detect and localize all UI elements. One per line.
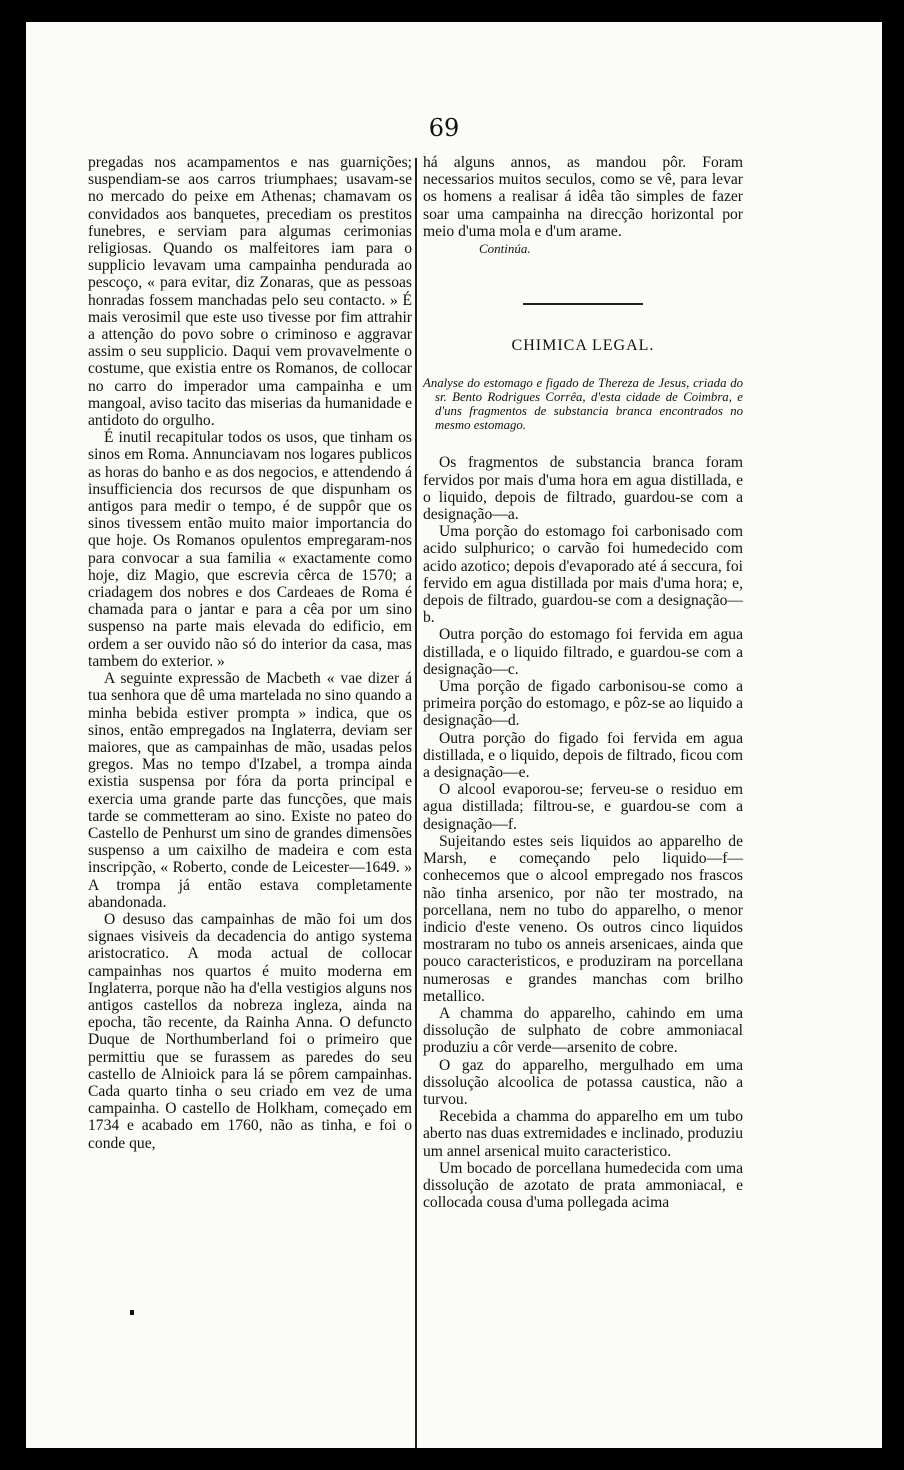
left-paragraph-4: O desuso das campainhas de mão foi um dos signaes visiveis da decadencia do antigo systema aristocratico. A moda actual de collocar campainhas nos quartos é muito moderna em Inglaterra, porque não ha d'ella vestigios alguns nos antigos castellos da nobreza ingleza, ainda na epocha, tão recente, da Rainha Anna. O defuncto Duque de Northumberland foi o primeiro que permittiu que se furassem as paredes do seu castello de Alnioick para lá se pôrem campainhas. Cada quarto tinha o seu criado em vez de uma campainha. O castello de Holkham, começado em 1734 e acabado em 1760, não as tinha, e foi o conde que, xyxy=(88,910,412,1152)
analysis-paragraph: Um bocado de porcellana humedecida com uma dissolução de azotato de prata ammoniacal, e collocada cousa d'uma pollegada acima xyxy=(423,1159,743,1212)
analysis-paragraph: Uma porção do estomago foi carbonisado com acido sulphurico; o carvão foi humedecido com acido azotico; depois d'evaporado até á seccura, foi fervido em agua distillada por mais d'uma hora; e, depois de filtrado, guardou-se com a designação—b. xyxy=(423,523,743,627)
analysis-paragraph: Os fragmentos de substancia branca foram fervidos por mais d'uma hora em agua distillada, e o liquido, depois de filtrado, guardou-se com a designação—a. xyxy=(423,454,743,524)
left-paragraph-3: A seguinte expressão de Macbeth « vae dizer á tua senhora que dê uma martelada no sino quando a minha bebida estiver prompta » indica, que os sinos, então empregados na Inglaterra, deviam ser maiores, que as campainhas de mão, usadas pelos gregos. Mas no tempo d'Izabel, a trompa ainda existia suspensa por fóra da porta principal e exercia uma grande parte das funcções, que mais tarde se commetteram ao sino. Existe no pateo do Castello de Penhurst um sino de grandes dimensões suspenso a um caixilho de madeira e com esta inscripção, « Roberto, conde de Leicester—1649. » A trompa já então estava completamente abandonada. xyxy=(88,670,412,911)
section-subtitle: Analyse do estomago e figado de Thereza de Jesus, criada do sr. Bento Rodrigues Corrêa, d'esta cidade de Coimbra, e d'uns fragmentos de substancia branca encontrados no mesmo estomago. xyxy=(423,376,743,433)
page-sheet xyxy=(26,22,882,1448)
analysis-paragraph: A chamma do apparelho, cahindo em uma dissolução de sulphato de cobre ammoniacal produziu a côr verde—arsenito de cobre. xyxy=(423,1004,743,1057)
analysis-paragraph: Recebida a chamma do apparelho em um tubo aberto nas duas extremidades e inclinado, produziu um annel arsenical muito caracteristico. xyxy=(423,1108,743,1160)
left-column xyxy=(88,154,412,1152)
column-divider xyxy=(415,158,417,1448)
left-paragraph-1: pregadas nos acampamentos e nas guarnições; suspendiam-se aos carros triumphaes; usavam-se no mercado do peixe em Athenas; chamavam os convidados aos banquetes, precediam os prestitos funebres, e serviam para algumas cerimonias religiosas. Quando os malfeitores iam para o supplicio levavam uma campainha pendurada ao pescoço, « para evitar, diz Zonaras, que as pessoas honradas fossem manchadas pelo seu contacto. » É mais verosimil que este uso tivesse por fim attrahir a attenção do povo sobre o criminoso e aggravar assim o seu supplicio. Daqui vem provavelmente o costume, que existia entre os Romanos, de collocar no carro do imperador uma campainha e um mangoal, aviso tacito das miserias da humanidade e antidoto do orgulho. xyxy=(88,154,412,430)
page-number: 69 xyxy=(428,114,460,142)
stray-ink-mark xyxy=(130,1310,134,1315)
section-title: CHIMICA LEGAL. xyxy=(511,337,655,355)
analysis-paragraph: Uma porção de figado carbonisou-se como a primeira porção do estomago, e pôz-se ao liquido a designação—d. xyxy=(423,678,743,730)
right-opening-paragraph: há alguns annos, as mandou pôr. Foram necessarios muitos seculos, como se vê, para levar os homens a realisar á idêa tão simples de fazer soar uma campainha na direcção horizontal por meio d'uma mola e d'um arame. xyxy=(423,154,743,240)
right-column xyxy=(423,154,743,1211)
section-divider xyxy=(523,303,643,305)
analysis-paragraph: Sujeitando estes seis liquidos ao apparelho de Marsh, e começando pelo liquido—f—conhecemos que o alcool empregado nos frascos não tinha arsenico, por não ter mostrado, na porcellana, nem no tubo do apparelho, o menor indicio d'este veneno. Os outros cinco liquidos mostraram no tubo os anneis arsenicaes, ainda que pouco caracteristicos, e produziram na porcellana numerosas e grandes manchas com brilho metallico. xyxy=(423,832,743,1005)
analysis-paragraph: Outra porção do figado foi fervida em agua distillada, e o liquido, depois de filtrado, ficou com a designação—e. xyxy=(423,729,743,782)
left-paragraph-2: É inutil recapitular todos os usos, que tinham os sinos em Roma. Annunciavam nos logares publicos as horas do banho e as dos negocios, e attendendo á insufficiencia dos recursos de que dispunham os antigos para medir o tempo, é de suppôr que os sinos tivessem então muito maior importancia do que hoje. Os Romanos opulentos empregaram-nos para convocar a sua familia « exactamente como hoje, diz Magio, que escrevia cêrca de 1570; a criadagem dos nobres e dos Cardeaes de Roma é chamada para o jantar e para a cêa por um sino suspenso na parte mais elevada do edificio, em ordem a ser ouvido não só do interior da casa, mas tambem do exterior. » xyxy=(88,429,412,670)
analysis-paragraph: O gaz do apparelho, mergulhado em uma dissolução alcoolica de potassa caustica, não a turvou. xyxy=(423,1056,743,1108)
analysis-paragraph: O alcool evaporou-se; ferveu-se o residuo em agua distillada; filtrou-se, e guardou-se com a designação—f. xyxy=(423,781,743,833)
continua-label: Continúa. xyxy=(479,241,531,257)
analysis-paragraph: Outra porção do estomago foi fervida em agua distillada, e o liquido filtrado, e guardou-se com a designação—c. xyxy=(423,626,743,678)
